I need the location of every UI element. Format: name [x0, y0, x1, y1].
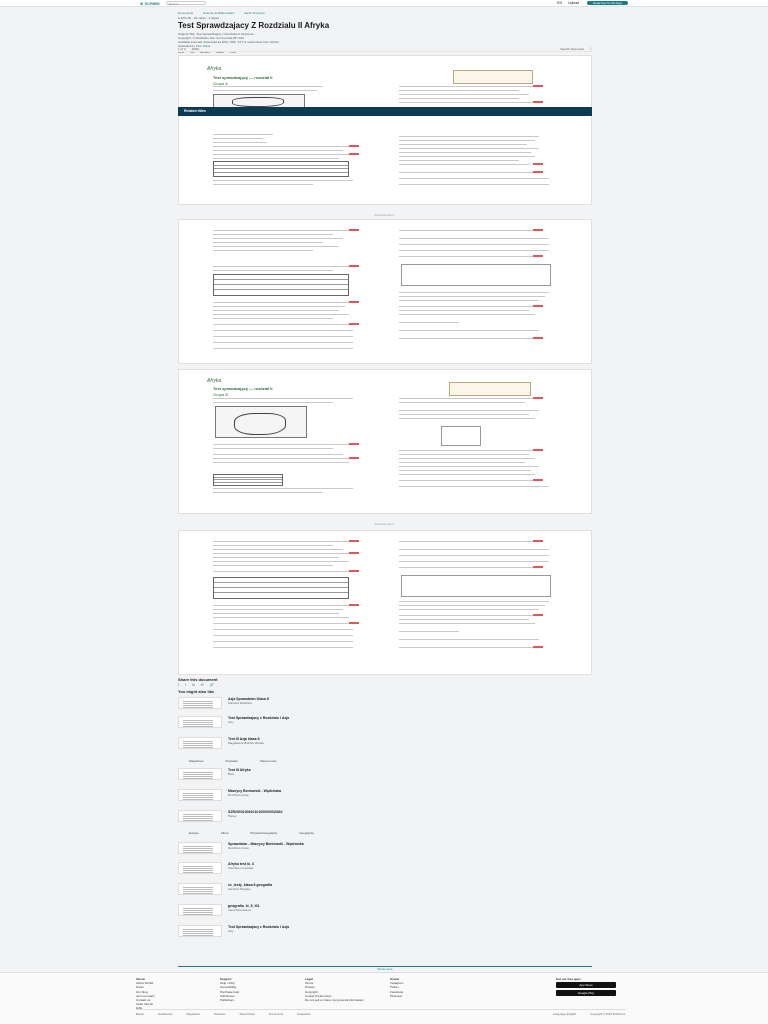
- page3-subtitle: Test sprawdzający — rozdział II: [213, 386, 273, 391]
- document-page-1: [178, 55, 592, 205]
- footer-heading: About: [136, 977, 145, 981]
- table-figure-2: [213, 274, 349, 296]
- pinterest-link[interactable]: Pinterest: [390, 993, 402, 998]
- document-thumbnail: [178, 862, 222, 874]
- footer-link[interactable]: Press: [136, 985, 144, 990]
- document-thumbnail: [178, 768, 222, 780]
- related-item[interactable]: [178, 883, 592, 897]
- line-chart-figure: [401, 264, 551, 286]
- footer-bottom-link[interactable]: Snapshots: [297, 1012, 311, 1016]
- tag-physical-geography[interactable]: Physical Geography: [250, 831, 278, 835]
- related-author: Irena Rzeczkarze: [228, 908, 252, 912]
- related-item[interactable]: [178, 737, 592, 751]
- page3-title: Afryka: [207, 378, 222, 384]
- related-item[interactable]: [178, 842, 592, 856]
- table-figure: [213, 161, 349, 177]
- footer-bottom-link[interactable]: Sheet Music: [239, 1012, 255, 1016]
- footer-link[interactable]: Help / FAQ: [220, 981, 235, 986]
- footer-link[interactable]: Join our team!: [136, 993, 156, 998]
- related-title: Test III Afryka: [228, 768, 251, 772]
- line-chart-figure-2: [401, 575, 551, 597]
- footer: [0, 972, 768, 1024]
- related-author: arcy: [228, 720, 234, 724]
- footer-social: [390, 977, 403, 998]
- you-might-also-like-heading: You might also like: [178, 689, 215, 694]
- related-title: Test Sprawdzajacy z Rozdzialu I Azja: [228, 716, 290, 720]
- embed-button[interactable]: Embed: [200, 50, 210, 54]
- footer-about: [136, 977, 155, 1011]
- document-page-4: [178, 530, 592, 675]
- upvote-button[interactable]: 30%: [178, 50, 185, 54]
- related-item[interactable]: [178, 862, 592, 876]
- tag-sheet-music[interactable]: Sheet music: [259, 759, 277, 763]
- related-item[interactable]: [178, 768, 592, 782]
- tag-geography[interactable]: Geography: [299, 831, 315, 835]
- footer-link[interactable]: AdChoices: [220, 993, 235, 998]
- footer-link[interactable]: Gifts: [136, 1006, 143, 1011]
- category-breadcrumb: [178, 11, 265, 15]
- related-author: Rozdział czyste: [228, 793, 249, 797]
- related-author: Karolina Wiejska: [228, 887, 251, 891]
- footer-link[interactable]: Contact us: [136, 998, 151, 1003]
- ad-label-2: Advertisement: [374, 522, 394, 526]
- related-author: Kamilka morawska: [228, 866, 254, 870]
- related-item[interactable]: [178, 810, 592, 824]
- page1-group: Grupa A: [213, 81, 228, 86]
- top-navigation-bar: [0, 0, 768, 7]
- zoom-level[interactable]: 100%: [191, 47, 200, 51]
- document-thumbnail: [178, 842, 222, 854]
- page3-group: Grupa B: [213, 392, 228, 397]
- share-heading: Share this document: [178, 677, 218, 682]
- app-store-button[interactable]: App Store: [556, 982, 616, 988]
- footer-link[interactable]: Purchase help: [220, 989, 240, 994]
- scribd-logo[interactable]: ⊜ SCRIBD: [140, 0, 160, 6]
- tag-magazines[interactable]: Magazines: [189, 759, 204, 763]
- footer-heading: Legal: [305, 977, 313, 981]
- language-selector[interactable]: EN: [557, 1, 563, 5]
- related-item[interactable]: [178, 904, 592, 918]
- page-title: Test Sprawdzajacy Z Rozdzialu II Afryka: [178, 21, 330, 30]
- footer-link[interactable]: Copyright: [305, 989, 318, 994]
- footer-bottom-link[interactable]: Podcasts: [213, 1012, 226, 1016]
- footer-heading: Social: [390, 977, 399, 981]
- print-button[interactable]: Print: [229, 50, 237, 54]
- document-thumbnail: [178, 737, 222, 749]
- tag-africa[interactable]: Africa: [220, 831, 229, 835]
- instagram-link[interactable]: Instagram: [390, 981, 404, 986]
- page1-subtitle: Test sprawdzający — rozdział II: [213, 75, 273, 80]
- table-figure-4: [213, 577, 349, 599]
- show-more-button[interactable]: Show more: [178, 966, 592, 971]
- footer-bottom-link[interactable]: Documents: [268, 1012, 283, 1016]
- related-author: Basi: [228, 772, 234, 776]
- read-free-button[interactable]: Read free for 30 days: [587, 1, 628, 5]
- subnav-science[interactable]: Science & Mathematics: [203, 11, 235, 15]
- footer-bottom-link[interactable]: Audiobooks: [157, 1012, 173, 1016]
- related-item[interactable]: [178, 697, 592, 711]
- share-icons: [178, 683, 214, 687]
- footer-bottom-link[interactable]: Books: [136, 1012, 144, 1016]
- formats-text: Available Formats: Download as DOC, PDF, TXT or read online from Scribd: [178, 40, 279, 44]
- document-rating: ● 30% (8) · 2K views · 2 pages: [178, 16, 220, 20]
- document-thumbnail: [178, 925, 222, 937]
- document-thumbnail: [178, 904, 222, 916]
- copyright-footer: Copyright © 2024 Scribd Inc.: [590, 1012, 626, 1016]
- ad-label-1: Advertisement: [374, 213, 394, 217]
- score-box: [453, 70, 533, 84]
- footer-link[interactable]: Privacy: [305, 985, 315, 990]
- fullscreen-icon[interactable]: ⛶: [589, 47, 592, 51]
- related-item[interactable]: [178, 925, 592, 939]
- twitter-icon[interactable]: t: [184, 683, 186, 687]
- table-figure-3: [213, 474, 283, 486]
- footer-link[interactable]: Accessibility: [220, 985, 237, 990]
- share-button[interactable]: Share: [215, 50, 224, 54]
- climate-chart-figure: [441, 426, 481, 446]
- related-author: Magdalena Majcher-Burlak: [228, 741, 264, 745]
- related-title: Afryka test kl. 3: [228, 862, 254, 866]
- footer-support: [220, 977, 239, 1002]
- uploader-link[interactable]: Piotr Sokol: [195, 44, 211, 48]
- related-title: Maurycy Beniowski - Wędrówka: [228, 789, 282, 793]
- related-author: arcy: [228, 929, 234, 933]
- related-title: Test Sprawdzajacy z Rozdzialu I Azja: [228, 925, 290, 929]
- related-title: Test III Azja klasa 8: [228, 737, 260, 741]
- downvote-button[interactable]: 0%: [190, 50, 195, 54]
- document-page-2: [178, 219, 592, 364]
- footer-bottom-link[interactable]: Magazines: [186, 1012, 200, 1016]
- document-toolbar: [178, 47, 592, 52]
- related-title: SZR20031006101010000000Z6A0: [228, 810, 283, 814]
- upload-link[interactable]: Upload: [568, 1, 580, 5]
- search-input[interactable]: Search: [166, 1, 206, 5]
- copyright-text: Copyright: © Attribution Non-Commercial (BY-NC): [178, 36, 245, 40]
- document-thumbnail: [178, 810, 222, 822]
- footer-bottom-links: [136, 1009, 626, 1016]
- footer-link[interactable]: Do not sell or share my personal information: [305, 998, 364, 1003]
- related-title: Azja Sprawdzian Klasa 8: [228, 697, 269, 701]
- document-thumbnail: [178, 883, 222, 895]
- email-icon[interactable]: ✉: [200, 683, 204, 687]
- related-title: geografia_kl_8_t01: [228, 904, 260, 908]
- google-play-button[interactable]: Google Play: [556, 990, 616, 996]
- document-meta: [178, 32, 592, 48]
- linkedin-icon[interactable]: in: [191, 683, 195, 687]
- score-box-2: [449, 382, 531, 396]
- related-titles-bar[interactable]: Related titles: [178, 107, 592, 116]
- map-figure: [213, 94, 305, 108]
- document-thumbnail: [178, 789, 222, 801]
- language-link[interactable]: Language: English: [553, 1012, 577, 1016]
- facebook-icon[interactable]: f: [178, 683, 179, 687]
- search-document-input[interactable]: Search document: [560, 47, 584, 51]
- footer-link[interactable]: Our blog: [136, 989, 148, 994]
- footer-link[interactable]: Invite friends: [136, 1002, 154, 1007]
- category-tags-2: [186, 831, 317, 835]
- page1-title: Afryka: [207, 66, 222, 72]
- document-page-3: [178, 369, 592, 514]
- footer-heading: Support: [220, 977, 232, 981]
- facebook-link[interactable]: Facebook: [390, 989, 404, 994]
- related-author: Partey: [228, 814, 237, 818]
- related-item[interactable]: [178, 789, 592, 803]
- subnav-documents[interactable]: Documents: [178, 11, 194, 15]
- footer-link[interactable]: About Scribd: [136, 981, 154, 986]
- related-author: Rozdział czyste: [228, 846, 249, 850]
- tag-europe[interactable]: Europe: [189, 831, 199, 835]
- document-thumbnail: [178, 716, 222, 728]
- uploaded-by-label: Uploaded by: [178, 44, 195, 48]
- page-counter: 1 of 4: [178, 47, 186, 51]
- footer-link[interactable]: Cookie Preferences: [305, 993, 332, 998]
- related-item[interactable]: [178, 716, 592, 730]
- twitter-link[interactable]: Twitter: [390, 985, 399, 990]
- footer-link[interactable]: Terms: [305, 981, 314, 986]
- link-icon[interactable]: 🔗: [209, 683, 214, 687]
- footer-legal: [305, 977, 364, 1002]
- footer-apps-heading: [556, 977, 581, 981]
- subnav-earth-sciences[interactable]: Earth Sciences: [244, 11, 265, 15]
- footer-link[interactable]: Publishers: [220, 998, 235, 1003]
- document-thumbnail: [178, 697, 222, 709]
- category-tags-1: [186, 759, 279, 763]
- apps-heading: Get our free apps: [556, 977, 581, 981]
- related-author: Karolina Zieliñska: [228, 701, 252, 705]
- tag-podcasts[interactable]: Podcasts: [225, 759, 238, 763]
- original-title: Original Title: Test Sprawdzajacy z Rozdzialu II Afryka.do…: [178, 32, 257, 36]
- related-title: cz_testy_klasa 8 geografia: [228, 883, 273, 887]
- map-figure-2: [215, 406, 307, 438]
- related-title: Sprawdzian - Maurycy Beniowski - Wędrówka: [228, 842, 304, 846]
